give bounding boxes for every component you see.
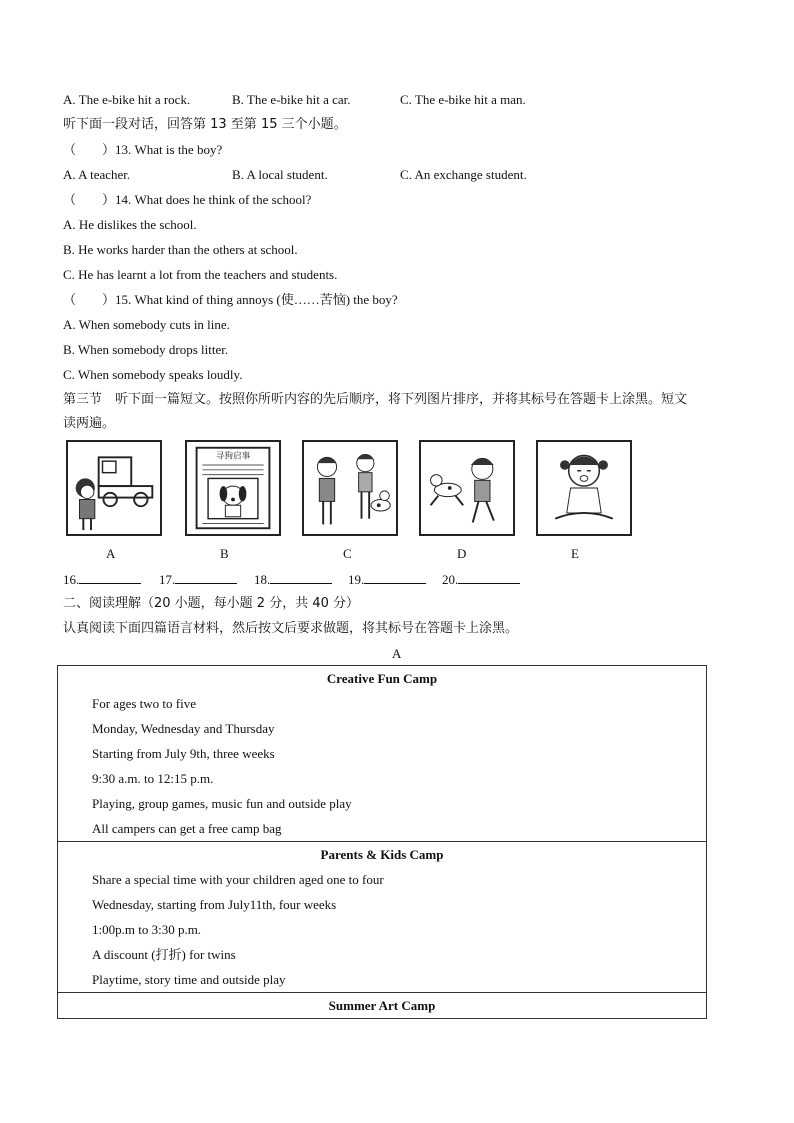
blank-18-line[interactable] [270, 571, 332, 584]
picture-b [185, 440, 281, 536]
picture-c [302, 440, 398, 536]
girl-running-dog-illustration [421, 442, 513, 534]
blank-17[interactable] [159, 571, 237, 588]
camp-item: 9:30 a.m. to 12:15 p.m. [92, 771, 214, 786]
blank-19[interactable] [348, 571, 426, 588]
q14-option-c: C. He has learnt a lot from the teachers and students. [63, 267, 338, 282]
camp-item: 1:00p.m to 3:30 p.m. [92, 922, 202, 937]
picture-label-c: C [343, 546, 352, 561]
section3-line2: 读两遍。 [63, 416, 116, 431]
camp-title: Summer Art Camp [328, 998, 436, 1013]
blank-16[interactable] [63, 571, 141, 588]
camp-item: Starting from July 9th, three weeks [92, 746, 275, 761]
blank-17-number: 17. [159, 572, 176, 587]
section3-line1: 第三节 听下面一篇短文。按照你所听内容的先后顺序，将下列图片排序，并将其标号在答题卡上涂黑。短文 [63, 392, 688, 407]
picture-label-b: B [220, 546, 229, 561]
camp-item: Wednesday, starting from July11th, four weeks [92, 897, 337, 912]
blank-20-line[interactable] [458, 571, 520, 584]
q13-option-c: C. An exchange student. [400, 167, 527, 182]
instruction-13-15: 听下面一段对话，回答第 13 至第 15 三个小题。 [63, 117, 347, 132]
q15-option-a: A. When somebody cuts in line. [63, 317, 230, 332]
reading-instruction: 认真阅读下面四篇语言材料，然后按文后要求做题，将其标号在答题卡上涂黑。 [63, 621, 519, 636]
blank-20-number: 20. [442, 572, 459, 587]
picture-a [66, 440, 162, 536]
camp-title: Creative Fun Camp [326, 671, 438, 686]
crying-girl-illustration [538, 442, 630, 534]
picture-label-a: A [106, 546, 116, 561]
camp-item: For ages two to five [92, 696, 196, 711]
q12-option-c: C. The e-bike hit a man. [400, 92, 526, 107]
camp-item: Playing, group games, music fun and outside play [92, 796, 352, 811]
q13-option-b: B. A local student. [232, 167, 328, 182]
camp-table [57, 665, 707, 1019]
q12-option-b: B. The e-bike hit a car. [232, 92, 351, 107]
two-children-dog-illustration [304, 442, 396, 534]
q13-stem: （ ）13. What is the boy? [63, 142, 223, 157]
blank-19-number: 19. [348, 572, 365, 587]
q15-option-b: B. When somebody drops litter. [63, 342, 229, 357]
q14-option-a: A. He dislikes the school. [63, 217, 197, 232]
camp-item: Playtime, story time and outside play [92, 972, 286, 987]
camp-item: All campers can get a free camp bag [92, 821, 282, 836]
girl-truck-illustration [68, 442, 160, 534]
camp-item: Monday, Wednesday and Thursday [92, 721, 275, 736]
picture-e [536, 440, 632, 536]
blank-19-line[interactable] [364, 571, 426, 584]
blank-17-line[interactable] [175, 571, 237, 584]
q13-option-a: A. A teacher. [63, 167, 131, 182]
poster-title: 寻狗启事 [215, 451, 251, 462]
camp-section-summer-art [58, 993, 707, 1019]
q12-option-a: A. The e-bike hit a rock. [63, 92, 191, 107]
lost-dog-poster-illustration [187, 442, 279, 534]
q14-option-b: B. He works harder than the others at school. [63, 242, 298, 257]
blank-18[interactable] [254, 571, 332, 588]
q14-stem: （ ）14. What does he think of the school? [63, 192, 312, 207]
passage-label: A [392, 646, 402, 661]
reading-heading: 二、阅读理解（20 小题，每小题 2 分，共 40 分） [63, 596, 360, 611]
blank-16-number: 16. [63, 572, 80, 587]
blank-16-line[interactable] [79, 571, 141, 584]
picture-label-d: D [457, 546, 467, 561]
picture-d [419, 440, 515, 536]
camp-section-creative [58, 666, 707, 842]
blank-20[interactable] [442, 571, 520, 588]
camp-item: A discount (打折) for twins [92, 947, 236, 962]
camp-section-parents-kids [58, 842, 707, 993]
q15-stem: （ ）15. What kind of thing annoys (使……苦恼) the boy? [63, 292, 398, 307]
blank-18-number: 18. [254, 572, 271, 587]
picture-label-e: E [571, 546, 579, 561]
camp-item: Share a special time with your children aged one to four [92, 872, 384, 887]
camp-title: Parents & Kids Camp [320, 847, 444, 862]
q15-option-c: C. When somebody speaks loudly. [63, 367, 243, 382]
